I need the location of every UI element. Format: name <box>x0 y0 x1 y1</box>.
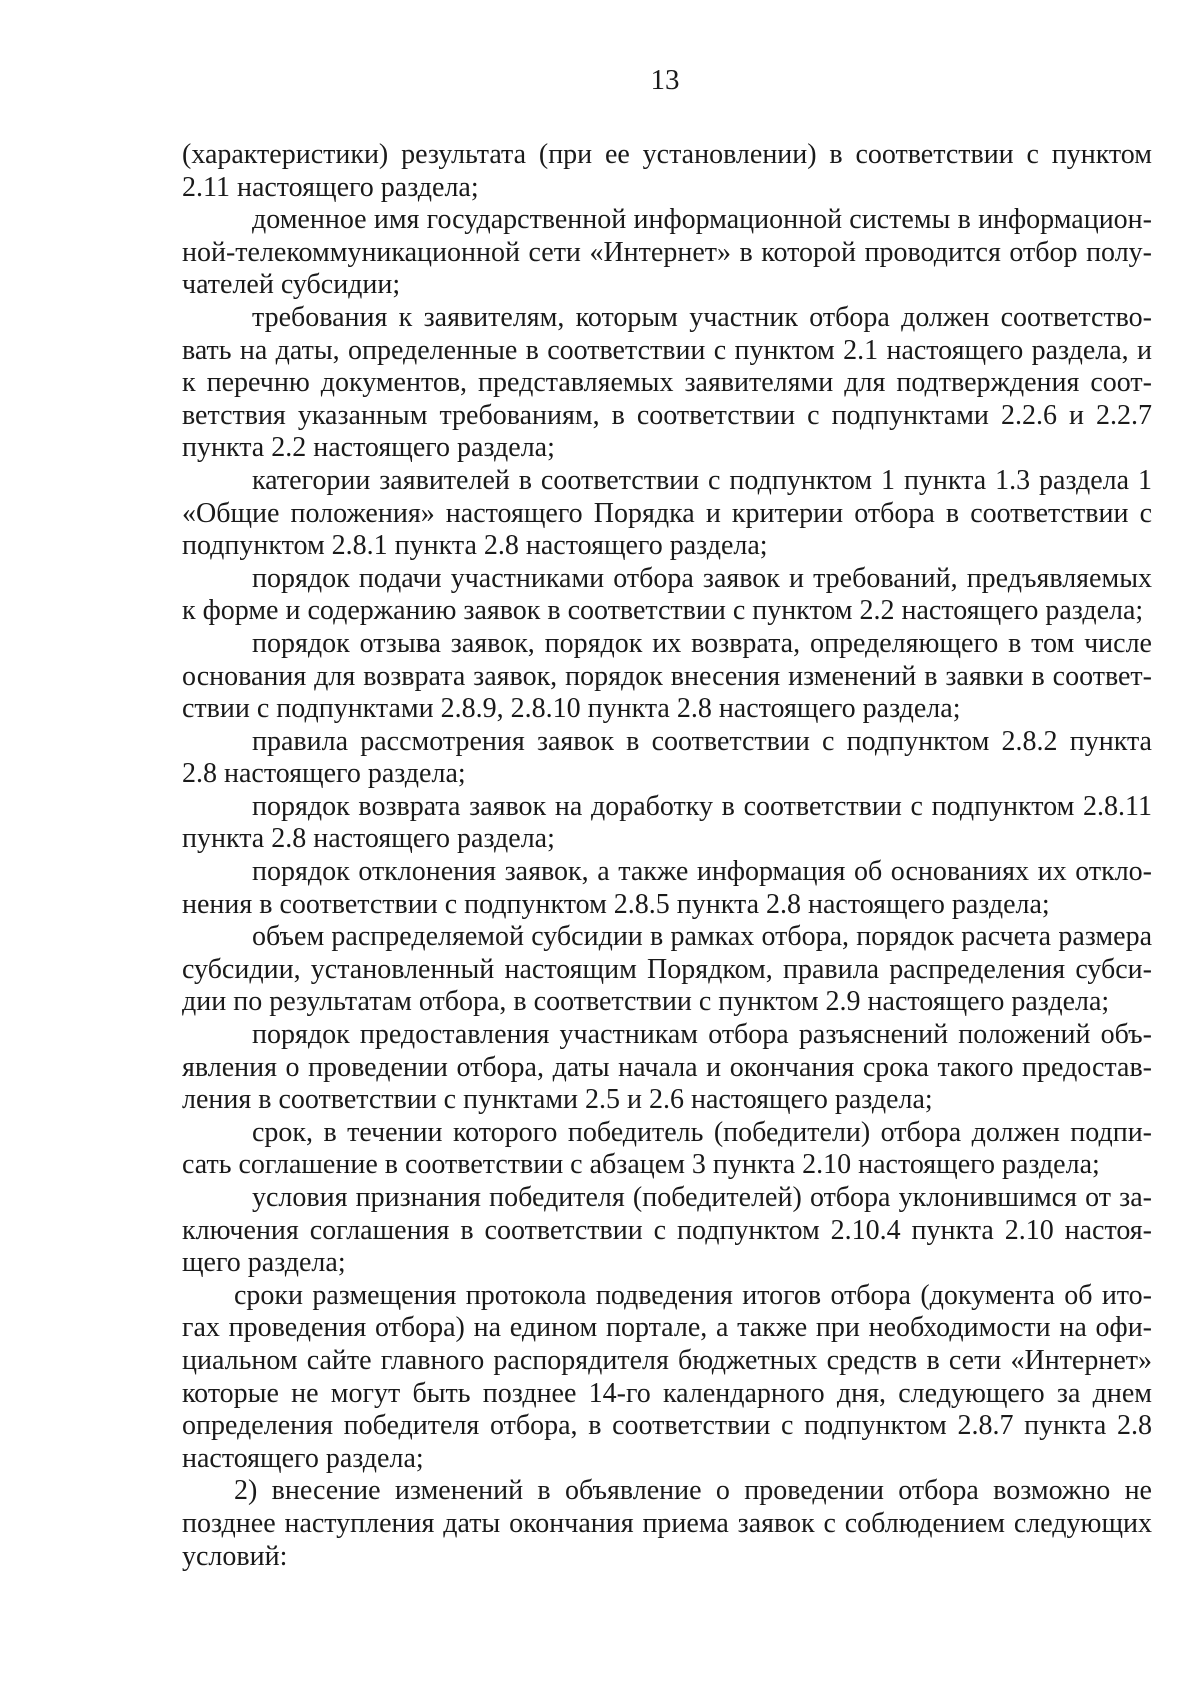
paragraph: (характеристики) результата (при ее установлении) в соответствии с пунктом 2.11 настоящего раздела; <box>182 139 1152 203</box>
paragraph: срок, в течении которого победитель (победители) отбора должен подписать соглашение в соответствии с абзацем 3 пункта 2.10 настоящего раздела; <box>182 1116 1152 1181</box>
paragraph: объем распределяемой субсидии в рамках отбора, порядок расчета размера субсидии, установленный настоящим Порядком, правила распределения субсидии по результатам отбора, в соответствии с пунктом 2.9 настоящего раздела; <box>182 921 1152 1018</box>
paragraph: порядок предоставления участникам отбора разъяснений положений объявления о проведении отбора, даты начала и окончания срока такого предоставления в соответствии с пунктами 2.5 и 2.6 настоящего раздела; <box>182 1019 1152 1116</box>
paragraph: категории заявителей в соответствии с подпунктом 1 пункта 1.3 раздела 1 «Общие положения» настоящего Порядка и критерии отбора в соответствии с подпунктом 2.8.1 пункта 2.8 настоящего раздела; <box>182 464 1152 562</box>
paragraph: порядок подачи участниками отбора заявок и требований, предъявляемых к форме и содержанию заявок в соответствии с пунктом 2.2 настоящего раздела; <box>182 562 1152 627</box>
paragraph: правила рассмотрения заявок в соответствии с подпунктом 2.8.2 пункта 2.8 настоящего раздела; <box>182 725 1152 790</box>
paragraph: требования к заявителям, которым участник отбора должен соответствовать на даты, определенные в соответствии с пунктом 2.1 настоящего раздела, и к перечню документов, представляемых заявителями для подтверждения соответствия указанным требованиям, в соответствии с подпунктами 2.2.6 и 2.2.7 пункта 2.2 настоящего раздела; <box>182 301 1152 464</box>
document-body <box>182 139 1152 1573</box>
paragraph: порядок возврата заявок на доработку в соответствии с подпунктом 2.8.11 пункта 2.8 настоящего раздела; <box>182 790 1152 855</box>
paragraph: доменное имя государственной информационной системы в информационной-телекоммуникационной сети «Интернет» в которой проводится отбор получателей субсидии; <box>182 204 1152 301</box>
paragraph: порядок отклонения заявок, а также информация об основаниях их отклонения в соответствии с подпунктом 2.8.5 пункта 2.8 настоящего раздела; <box>182 856 1152 920</box>
paragraph: 2) внесение изменений в объявление о проведении отбора возможно не позднее наступления даты окончания приема заявок с соблюдением следующих условий: <box>182 1475 1152 1572</box>
paragraph: условия признания победителя (победителей) отбора уклонившимся от заключения соглашения в соответствии с подпунктом 2.10.4 пункта 2.10 настоящего раздела; <box>182 1182 1152 1279</box>
paragraph: сроки размещения протокола подведения итогов отбора (документа об итогах проведения отбора) на едином портале, а также при необходимости на официальном сайте главного распорядителя бюджетных средств в сети «Интернет» которые не могут быть позднее 14-го календарного дня, следующего за днем определения победителя отбора, в соответствии с подпунктом 2.8.7 пункта 2.8 настоящего раздела; <box>182 1279 1152 1474</box>
page-number: 13 <box>650 64 680 96</box>
paragraph: порядок отзыва заявок, порядок их возврата, определяющего в том числе основания для возврата заявок, порядок внесения изменений в заявки в соответствии с подпунктами 2.8.9, 2.8.10 пункта 2.8 настоящего раздела; <box>182 627 1152 725</box>
